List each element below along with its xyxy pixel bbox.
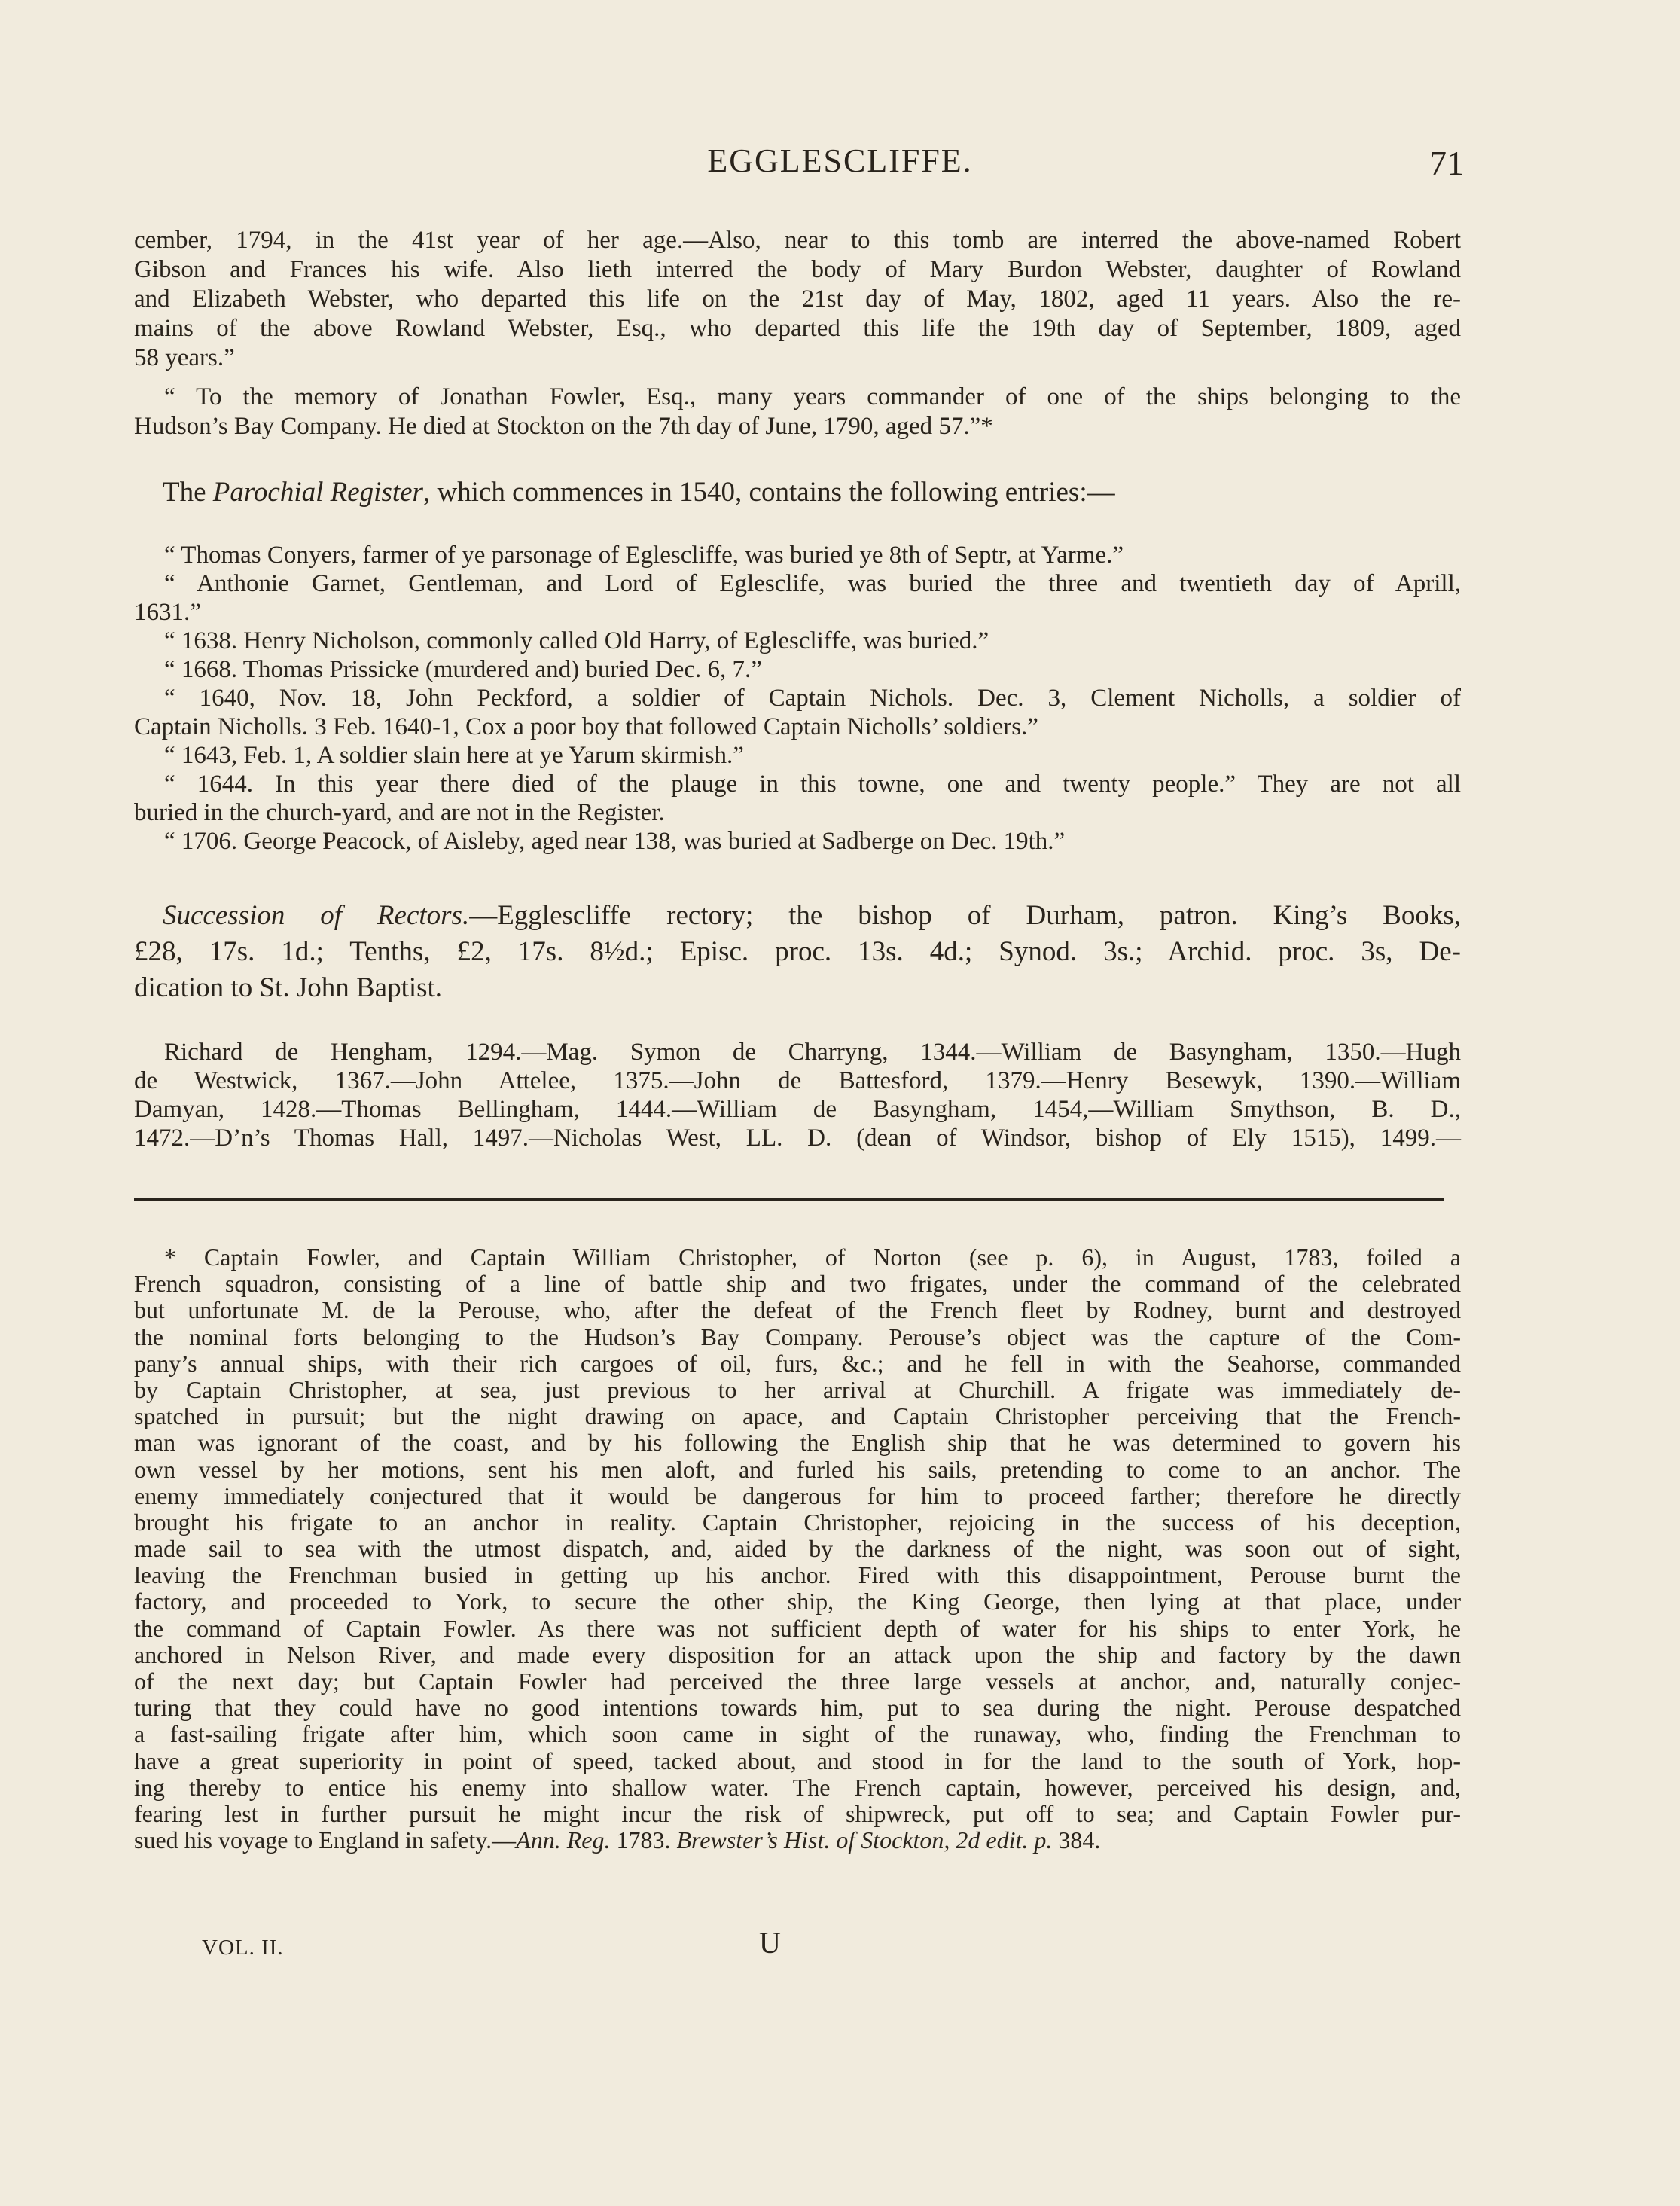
register-entry: Captain Nicholls. 3 Feb. 1640-1, Cox a poor boy that followed Captain Nicholls’ soldiers.”: [134, 713, 1038, 740]
text-line: Gibson and Frances his wife. Also lieth interred the body of Mary Burdon Webster, daughter of Rowland: [134, 256, 1461, 283]
epitaph-paragraph: [134, 226, 1461, 373]
text-line: de Westwick, 1367.—John Attelee, 1375.—John de Battesford, 1379.—Henry Besewyk, 1390.—William: [134, 1067, 1461, 1094]
citation-ann-reg: Ann. Reg.: [516, 1826, 611, 1854]
register-entry: “ 1643, Feb. 1, A soldier slain here at ye Yarum skirmish.”: [164, 742, 744, 769]
footnote-line: French squadron, consisting of a line of battle ship and two frigates, under the command of the celebrated: [134, 1270, 1461, 1298]
footnote-line: sued his voyage to England in safety.—Ann. Reg. 1783. Brewster’s Hist. of Stockton, 2d edit. p. 384.: [134, 1826, 1101, 1854]
register-entries: [134, 541, 1461, 856]
footnote-line: anchored in Nelson River, and made every disposition for an attack upon the ship and factory by the dawn: [134, 1640, 1461, 1668]
footnote-line: but unfortunate M. de la Perouse, who, after the defeat of the French fleet by Rodney, burnt and destroyed: [134, 1296, 1461, 1324]
footnote-line: ing thereby to entice his enemy into shallow water. The French captain, however, perceived his design, and,: [134, 1773, 1461, 1801]
text-line: dication to St. John Baptist.: [134, 972, 443, 1003]
text-line: “ To the memory of Jonathan Fowler, Esq., many years commander of one of the ships belonging to the: [164, 383, 1461, 410]
running-head-title: EGGLESCLIFFE.: [707, 142, 973, 179]
text-line: Damyan, 1428.—Thomas Bellingham, 1444.—William de Basyngham, 1454,—William Smythson, B. D.,: [134, 1096, 1461, 1123]
footnote-line: made sail to sea with the utmost dispatch, and, aided by the darkness of the night, was soon out of sight,: [134, 1535, 1461, 1563]
register-entry: “ 1644. In this year there died of the plauge in this towne, one and twenty people.” They are not all: [164, 770, 1461, 798]
text-line: The Parochial Register, which commences in 1540, contains the following entries:—: [163, 477, 1115, 508]
register-entry: “ 1706. George Peacock, of Aisleby, aged near 138, was buried at Sadberge on Dec. 19th.”: [164, 828, 1066, 855]
footnote-line: spatched in pursuit; but the night drawing on apace, and Captain Christopher perceiving that the French-: [134, 1402, 1461, 1430]
succession-paragraph: [134, 898, 1461, 1006]
footnote-line: fearing lest in further pursuit he might incur the risk of shipwreck, put off to sea; and Captain Fowler pur-: [134, 1799, 1461, 1827]
footnote-line: own vessel by her motions, sent his men aloft, and furled his sails, pretending to come to an anchor. The: [134, 1455, 1461, 1483]
text-line: mains of the above Rowland Webster, Esq., who departed this life the 19th day of September, 1809, aged: [134, 315, 1461, 342]
text-line: 1472.—D’n’s Thomas Hall, 1497.—Nicholas West, LL. D. (dean of Windsor, bishop of Ely 1515), 1499.—: [134, 1124, 1461, 1152]
rector-list: [134, 1038, 1461, 1152]
footnote-line: pany’s annual ships, with their rich cargoes of oil, furs, &c.; and he fell in with the Seahorse, commanded: [134, 1349, 1461, 1377]
footnote-line: man was ignorant of the coast, and by his following the English ship that he was determined to govern his: [134, 1429, 1461, 1457]
text-line: Succession of Rectors.—Egglescliffe rectory; the bishop of Durham, patron. King’s Books,: [163, 900, 1461, 931]
citation-brewster: Brewster’s Hist. of Stockton, 2d edit. p.: [676, 1826, 1053, 1854]
text-line: Hudson’s Bay Company. He died at Stockton on the 7th day of June, 1790, aged 57.”*: [134, 413, 993, 440]
text-line: and Elizabeth Webster, who departed this life on the 21st day of May, 1802, aged 11 years. Also the re-: [134, 285, 1461, 313]
register-entry: “ Thomas Conyers, farmer of ye parsonage of Eglescliffe, was buried ye 8th of Septr, at Yarme.”: [164, 542, 1124, 569]
text-line: Richard de Hengham, 1294.—Mag. Symon de Charryng, 1344.—William de Basyngham, 1350.—Hugh: [164, 1039, 1461, 1066]
footnote-line: of the next day; but Captain Fowler had perceived the three large vessels at anchor, and, naturally conjec-: [134, 1667, 1461, 1695]
footnote-line: factory, and proceeded to York, to secure the other ship, the King George, then lying at that place, under: [134, 1588, 1461, 1616]
register-entry: “ 1638. Henry Nicholson, commonly called Old Harry, of Eglescliffe, was buried.”: [164, 627, 989, 654]
footnote-line: turing that they could have no good intentions towards him, put to sea during the night. Perouse despatched: [134, 1694, 1461, 1722]
footnote-line: the nominal forts belonging to the Hudson’s Bay Company. Perouse’s object was the capture of the Com-: [134, 1323, 1461, 1350]
register-entry: “ 1640, Nov. 18, John Peckford, a soldier of Captain Nichols. Dec. 3, Clement Nicholls, a soldier of: [164, 685, 1461, 712]
footnote-line: a fast-sailing frigate after him, which soon came in sight of the runaway, who, finding the Frenchman to: [134, 1720, 1461, 1748]
footnote-line: leaving the Frenchman busied in getting up his anchor. Fired with this disappointment, Perouse burnt the: [134, 1561, 1461, 1589]
footnote-rule: [134, 1198, 1444, 1201]
succession-heading-italic: Succession of Rectors.: [163, 900, 470, 931]
footnote-line: brought his frigate to an anchor in reality. Captain Christopher, rejoicing in the success of his deception,: [134, 1508, 1461, 1536]
footnote-line: the command of Captain Fowler. As there was not sufficient depth of water for his ships to enter York, he: [134, 1614, 1461, 1642]
register-entry: “ Anthonie Garnet, Gentleman, and Lord of Eglesclife, was buried the three and twentieth day of Aprill,: [164, 570, 1461, 597]
page-number: 71: [1429, 144, 1464, 182]
text-line: £28, 17s. 1d.; Tenths, £2, 17s. 8½d.; Episc. proc. 13s. 4d.; Synod. 3s.; Archid. proc. 3s, De-: [134, 936, 1461, 967]
footnote-line: by Captain Christopher, at sea, just previous to her arrival at Churchill. A frigate was immediately de-: [134, 1375, 1461, 1403]
signature-mark: U: [759, 1926, 781, 1960]
text-line: cember, 1794, in the 41st year of her age.—Also, near to this tomb are interred the above-named Robert: [134, 227, 1461, 254]
register-title-italic: Parochial Register: [212, 477, 423, 508]
register-intro: [134, 474, 1461, 511]
text-line: 58 years.”: [134, 344, 235, 371]
footnote-line: have a great superiority in point of speed, tacked about, and stood in for the land to the south of York, hop-: [134, 1747, 1461, 1774]
register-entry: “ 1668. Thomas Prissicke (murdered and) buried Dec. 6, 7.”: [164, 656, 762, 683]
fowler-inscription: [134, 383, 1461, 441]
footnote: [134, 1244, 1461, 1854]
footnote-line: enemy immediately conjectured that it would be dangerous for him to proceed farther; therefore he directly: [134, 1481, 1461, 1509]
footnote-line: * Captain Fowler, and Captain William Christopher, of Norton (see p. 6), in August, 1783, foiled a: [164, 1243, 1461, 1271]
volume-mark: VOL. II.: [202, 1936, 284, 1960]
register-entry: buried in the church-yard, and are not in the Register.: [134, 799, 665, 826]
register-entry: 1631.”: [134, 599, 201, 626]
